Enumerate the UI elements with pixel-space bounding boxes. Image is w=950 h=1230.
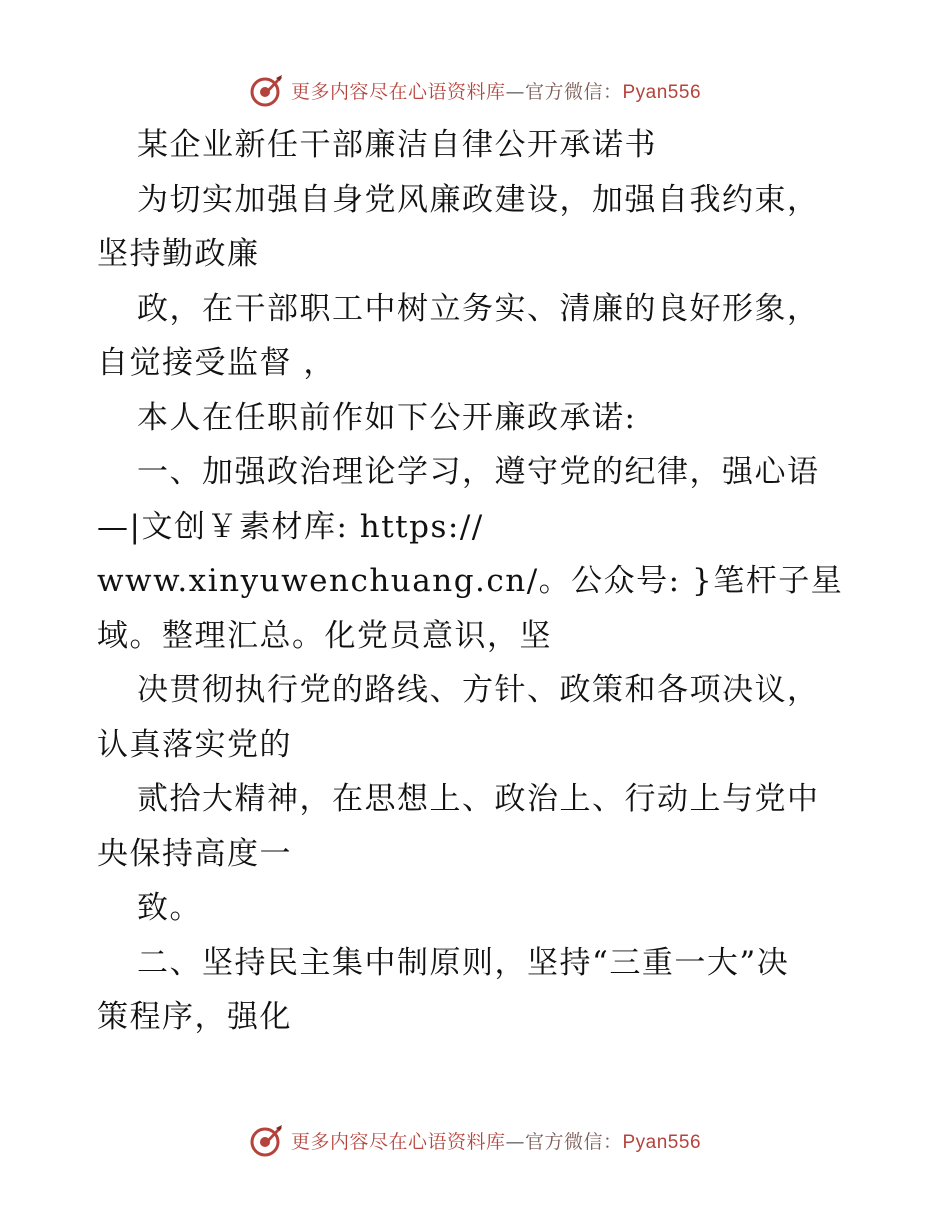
text-line: 认真落实党的 [97, 726, 292, 763]
text-line: 央保持高度一 [97, 835, 292, 872]
quill-logo-icon [249, 72, 285, 108]
text-line: 为切实加强自身党风廉政建设，加强自我约束， [137, 181, 820, 218]
text-line: 一、加强政治理论学习，遵守党的纪律，强心语 [137, 454, 820, 490]
quill-logo-icon [249, 1122, 285, 1158]
text-line: 策程序，强化 [97, 999, 292, 1035]
text-line-url: —|文创￥素材库: https:// [97, 508, 484, 545]
banner-wechat-label: 官方微信： [524, 80, 623, 103]
text-line: 自觉接受监督 ， [97, 345, 336, 381]
text-line: 致。 [137, 890, 202, 926]
text-line: 域。整理汇总。化党员意识，坚 [97, 617, 552, 654]
banner-main-text: 更多内容尽在心语资料库 [290, 80, 506, 103]
document-title: 某企业新任干部廉洁自律公开承诺书 [137, 127, 657, 163]
text-line: 决贯彻执行党的路线、方针、政策和各项决议， [137, 672, 820, 708]
banner-wechat-id: Pyan556 [622, 1131, 702, 1153]
banner-separator: — [505, 80, 525, 103]
banner-inner [249, 1122, 701, 1158]
banner-text [291, 1127, 701, 1154]
footer-banner [0, 1118, 950, 1162]
text-line: 本人在任职前作如下公开廉政承诺: [137, 399, 637, 436]
banner-separator: — [505, 1130, 525, 1153]
text-line: 坚持勤政廉 [97, 236, 260, 272]
header-banner [0, 68, 950, 112]
banner-wechat-id: Pyan556 [622, 81, 702, 103]
text-line-url: www.xinyuwenchuang.cn/。公众号: }笔杆子星 [97, 563, 844, 599]
banner-text [291, 77, 701, 104]
banner-wechat-label: 官方微信： [524, 1130, 623, 1153]
text-line: 贰拾大精神，在思想上、政治上、行动上与党中 [137, 781, 820, 817]
text-line: 二、坚持民主集中制原则，坚持“三重一大”决 [137, 944, 790, 981]
banner-inner [249, 72, 701, 108]
text-line: 政，在干部职工中树立务实、清廉的良好形象， [137, 290, 820, 327]
banner-main-text: 更多内容尽在心语资料库 [290, 1130, 506, 1153]
document-body [97, 118, 867, 1045]
